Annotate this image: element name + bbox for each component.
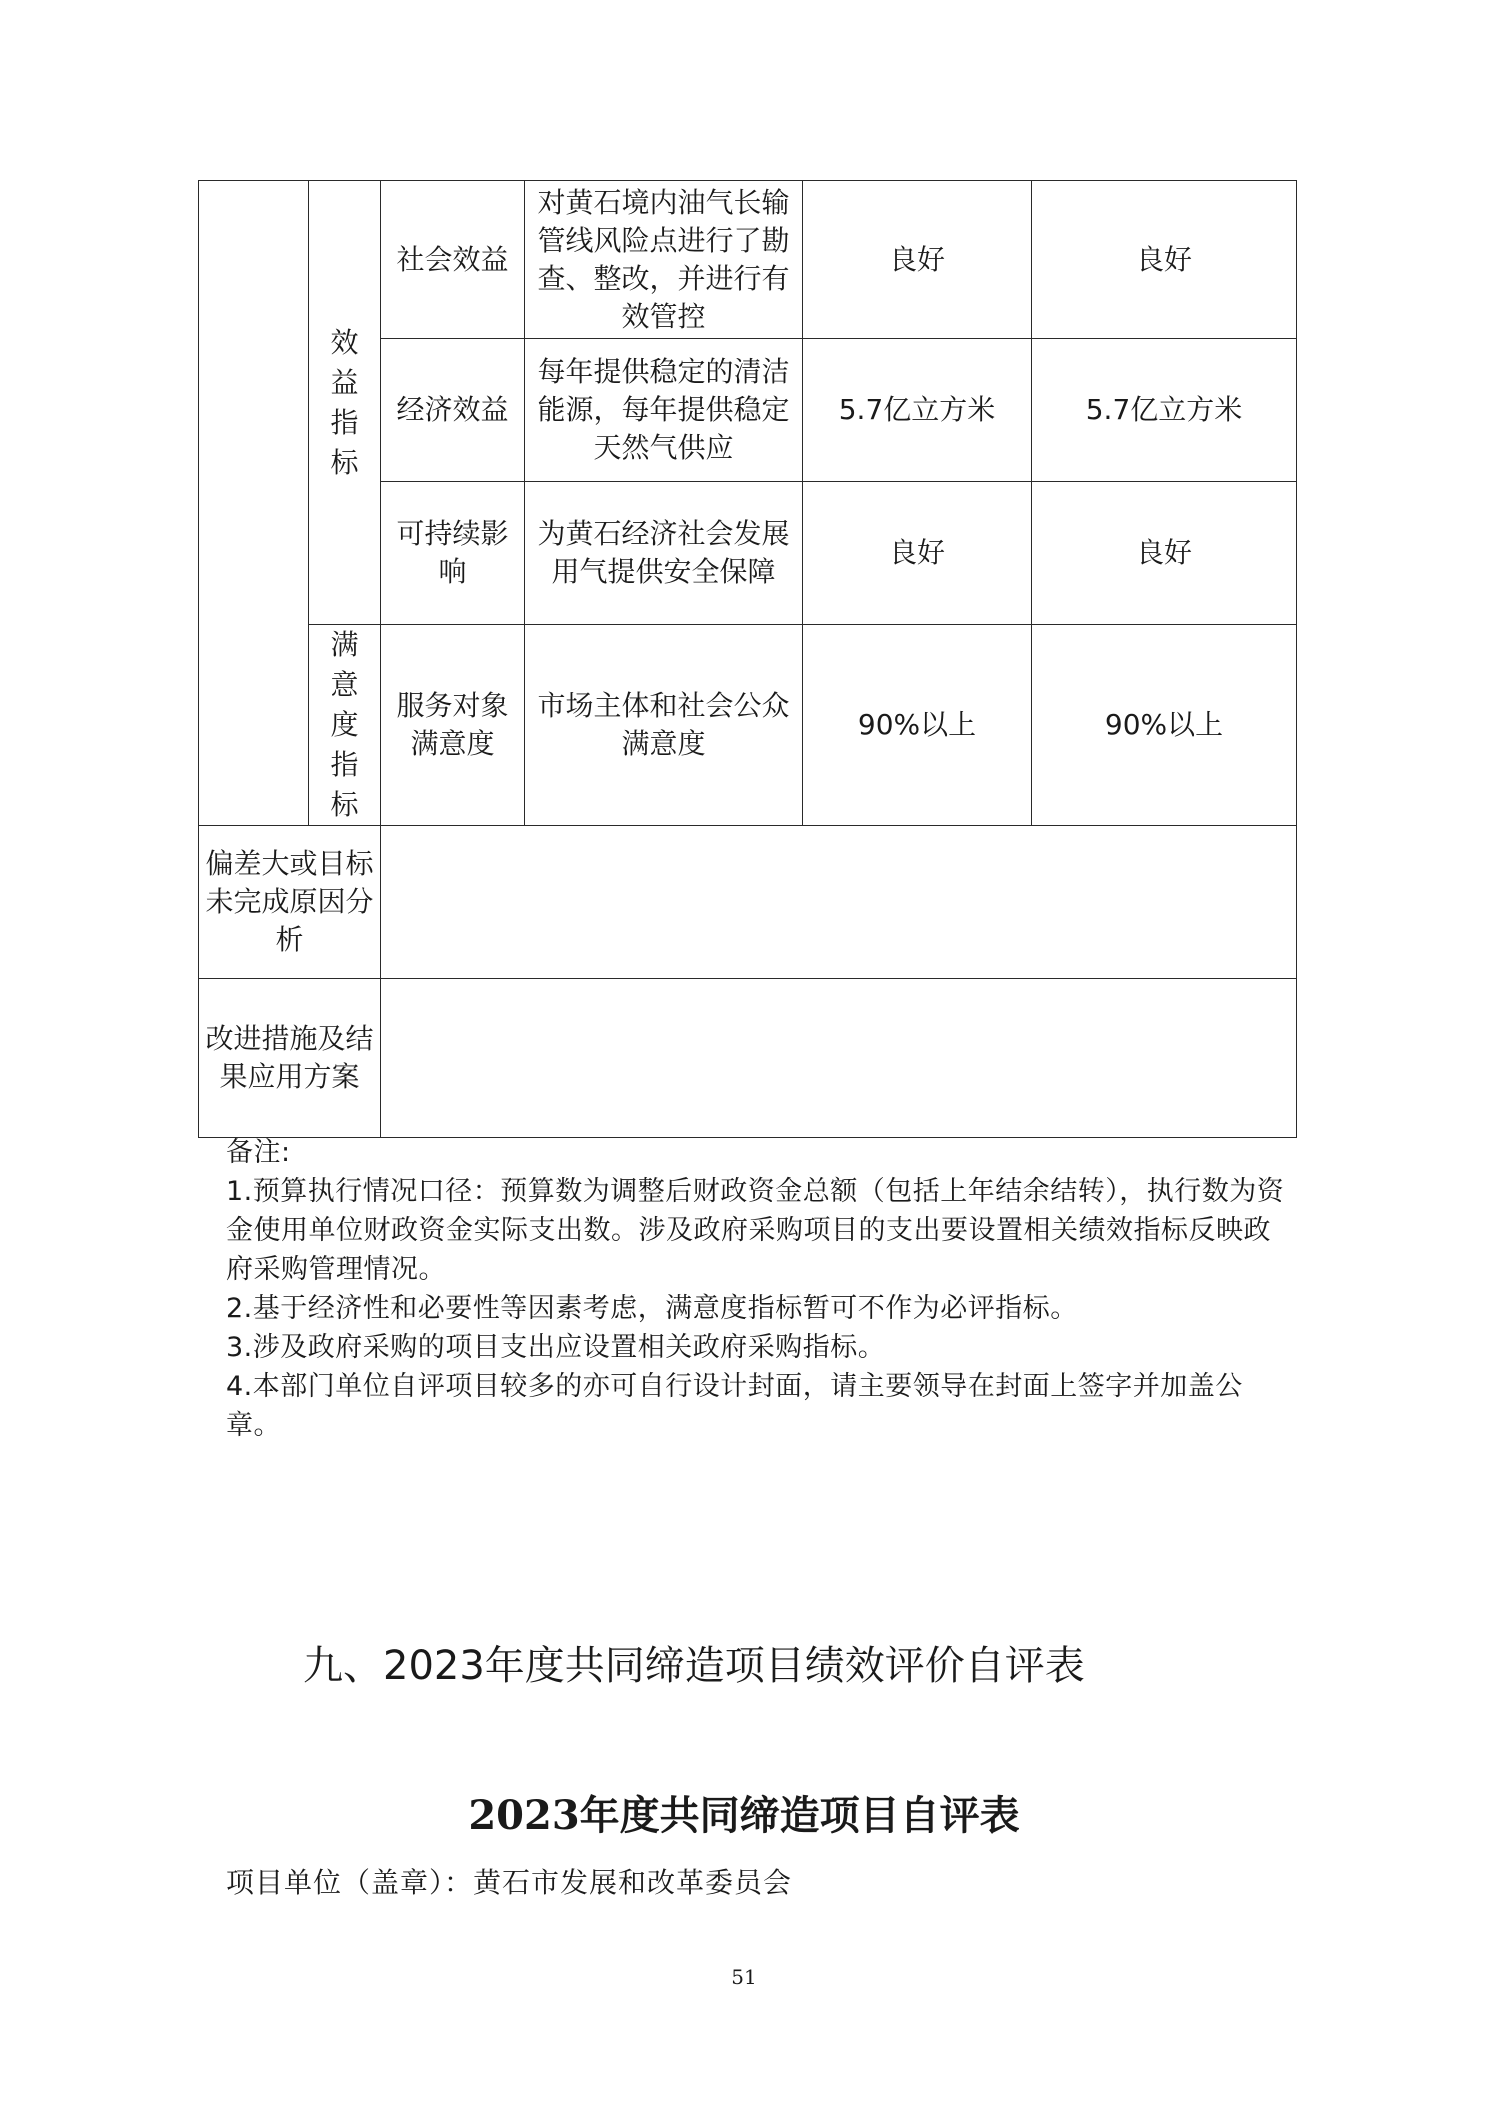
- target-value-cell: 良好: [803, 482, 1032, 625]
- improvement-value-cell: [381, 979, 1297, 1138]
- deviation-label-cell: 偏差大或目标未完成原因分析: [199, 826, 381, 979]
- section-heading: 九、2023年度共同缔造项目绩效评价自评表: [303, 1643, 1085, 1689]
- group-cell-benefit: [309, 181, 381, 625]
- indicator-content-cell: 为黄石经济社会发展用气提供安全保障: [525, 482, 803, 625]
- form-title: 2023年度共同缔造项目自评表: [468, 1792, 1020, 1839]
- actual-value-cell: 90%以上: [1032, 625, 1297, 826]
- page-number: 51: [731, 1965, 757, 1989]
- sub-indicator-cell: 服务对象满意度: [381, 625, 525, 826]
- notes-title: 备注:: [226, 1137, 291, 1168]
- deviation-value-cell: [381, 826, 1297, 979]
- sub-indicator-cell: 社会效益: [381, 181, 525, 339]
- actual-value-cell: 良好: [1032, 482, 1297, 625]
- table-row: [199, 826, 1297, 979]
- group-cell-satisfaction: [309, 625, 381, 826]
- indicator-content-cell: 每年提供稳定的清洁能源，每年提供稳定天然气供应: [525, 339, 803, 482]
- target-value-cell: 5.7亿立方米: [803, 339, 1032, 482]
- sub-indicator-cell: 经济效益: [381, 339, 525, 482]
- actual-value-cell: 良好: [1032, 181, 1297, 339]
- blank-cell: [199, 181, 309, 826]
- performance-table: [198, 180, 1297, 1138]
- project-unit-line: 项目单位（盖章）：黄石市发展和改革委员会: [226, 1866, 793, 1899]
- sub-indicator-cell: 可持续影响: [381, 482, 525, 625]
- note-item: 3.涉及政府采购的项目支出应设置相关政府采购指标。: [226, 1332, 886, 1363]
- target-value-cell: 良好: [803, 181, 1032, 339]
- improvement-label-cell: 改进措施及结果应用方案: [199, 979, 381, 1138]
- note-item: 1.预算执行情况口径：预算数为调整后财政资金总额（包括上年结余结转），执行数为资金使用单位财政资金实际支出数。涉及政府采购项目的支出要设置相关绩效指标反映政府采购管理情况。: [226, 1176, 1285, 1285]
- indicator-content-cell: 市场主体和社会公众满意度: [525, 625, 803, 826]
- group-label-satisfaction: 满意度指标: [330, 628, 359, 821]
- note-item: 4.本部门单位自评项目较多的亦可自行设计封面，请主要领导在封面上签字并加盖公章。: [226, 1371, 1243, 1441]
- note-item: 2.基于经济性和必要性等因素考虑，满意度指标暂可不作为必评指标。: [226, 1293, 1078, 1324]
- table-row: [199, 979, 1297, 1138]
- table-row: [199, 625, 1297, 826]
- group-label-benefit: 效益指标: [330, 325, 359, 479]
- table-row: [199, 181, 1297, 339]
- actual-value-cell: 5.7亿立方米: [1032, 339, 1297, 482]
- indicator-content-cell: 对黄石境内油气长输管线风险点进行了勘查、整改，并进行有效管控: [525, 181, 803, 339]
- target-value-cell: 90%以上: [803, 625, 1032, 826]
- notes-block: [226, 1133, 1286, 1445]
